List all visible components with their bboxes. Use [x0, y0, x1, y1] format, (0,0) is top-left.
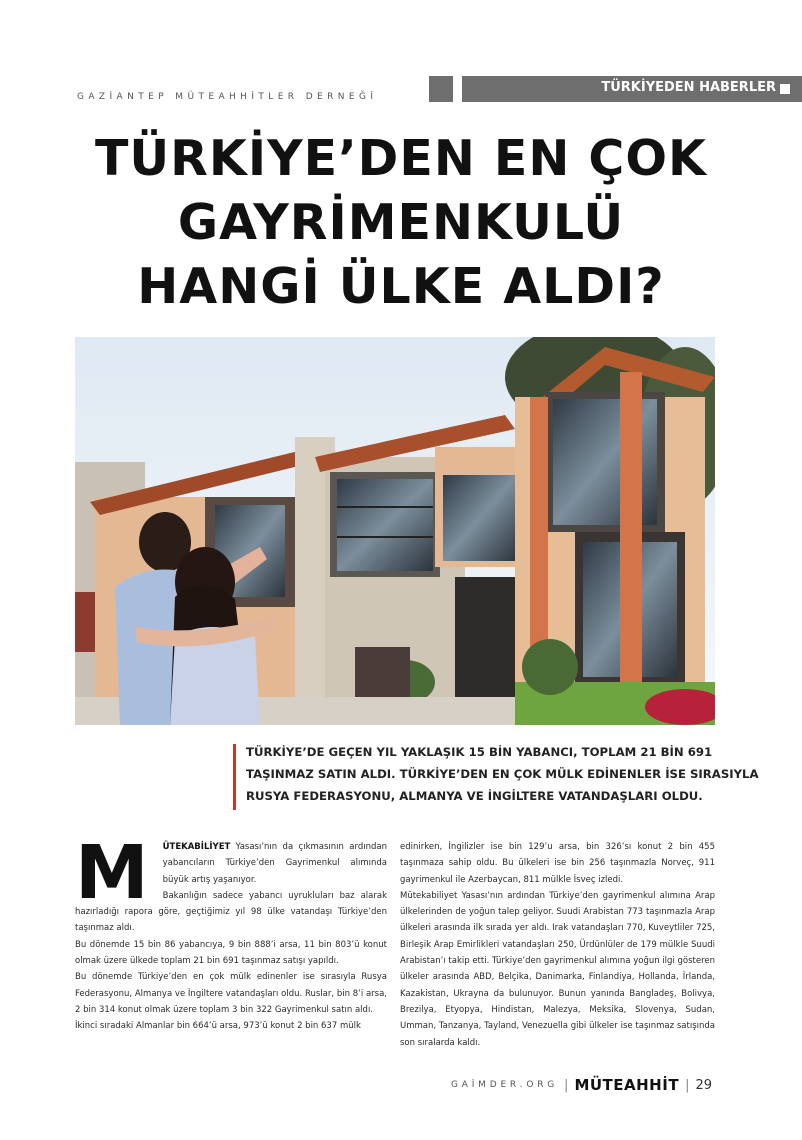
- lead-line-2: TAŞINMAZ SATIN ALDI. TÜRKİYE’DEN EN ÇOK MÜLK EDİNENLER İSE SIRASIYLA: [246, 767, 759, 781]
- page-number: 29: [695, 1077, 712, 1093]
- lead-word: ÜTEKABİLİYET: [162, 842, 231, 852]
- association-name: GAZİANTEP MÜTEAHHİTLER DERNEĞİ: [77, 92, 378, 102]
- lead-accent-bar: [233, 744, 236, 810]
- section-header-bar: [462, 76, 802, 102]
- headline-line-1: TÜRKİYE’DEN EN ÇOK: [94, 130, 708, 187]
- body-paragraph-3: Bu dönemde 15 bin 86 yabancıya, 9 bin 888’i arsa, 11 bin 803’ü konut olmak üzere ülkede toplam 21 bin 691 taşınmaz satışı yapıldı.: [75, 939, 387, 967]
- footer-site: GAİMDER.ORG: [450, 1080, 559, 1090]
- drop-cap: M: [75, 830, 149, 916]
- page-footer: [451, 1076, 712, 1094]
- body-paragraph-5: İkinci sıradaki Almanlar bin 664’ü arsa, 973’ü konut 2 bin 637 mülk: [75, 1021, 361, 1032]
- headline-line-2: GAYRİMENKULÜ: [177, 194, 625, 251]
- footer-separator: |: [564, 1077, 569, 1093]
- footer-separator-2: |: [685, 1077, 690, 1093]
- lead-paragraph: [246, 741, 759, 807]
- body-paragraph-2: Bakanlığın sadece yabancı uyrukluları baz alarak hazırladığı rapora göre, geçtiğimiz yıl 98 ülke vatandaşı Türkiye’den taşınmaz aldı.: [75, 890, 387, 934]
- house-photo: [75, 337, 715, 725]
- headline-line-3: HANGİ ÜLKE ALDI?: [137, 258, 665, 315]
- section-square-icon: [780, 84, 790, 94]
- headline: [0, 127, 802, 319]
- lead-line-3: RUSYA FEDERASYONU, ALMANYA VE İNGİLTERE VATANDAŞLARI OLDU.: [246, 789, 703, 803]
- body-paragraph-4: Bu dönemde Türkiye’den en çok mülk edinenler ise sırasıyla Rusya Federasyonu, Almanya ve İngiltere vatandaşları oldu. Ruslar, bin 8’i arsa, 2 bin 314 konut olmak üzere toplam 3 bin 322 Gayrimenkul satın aldı.: [75, 972, 387, 1015]
- lead-line-1: TÜRKİYE’DE GEÇEN YIL YAKLAŞIK 15 BİN YABANCI, TOPLAM 21 BİN 691: [246, 745, 713, 759]
- magazine-logo: MÜTEAHHİT: [574, 1076, 680, 1094]
- body-paragraph-1-text: Yasası’nın da çıkmasının ardından yabancıların Türkiye’den Gayrimenkul alımında büyük artış yaşanıyor.: [162, 842, 387, 885]
- header-gray-block: [429, 76, 453, 102]
- body-column-1: [75, 830, 387, 1035]
- body-paragraph-6: edinirken, İngilizler ise bin 129’u arsa, bin 326’sı konut 2 bin 455 taşınmaza sahip oldu. Bu ülkeleri ise bin 256 taşınmazla Norveç, 911 gayrimenkul ile Azerbaycan, 811 mülkle İsveç izledi.: [400, 842, 715, 885]
- section-label: TÜRKİYEDEN HABERLER: [601, 80, 776, 95]
- body-paragraph-7: Mütekabiliyet Yasası’nın ardından Türkiye’den gayrimenkul alımına Arap ülkelerinden de yoğun talep geliyor. Suudi Arabistan 773 taşınmazla Arap ülkeleri arasında ilk sırada yer aldı. Irak vatandaşları 770, Kuveytliler 725, Birleşik Arap Emirlikleri vatandaşları 250, Ürdünlüler de 179 mülkle Suudi Arabistan’ı takip etti. Türkiye’den gayrimenkul alımına yoğun ilgi gösteren ülkeler arasında ABD, Belçika, Danimarka, Finlandiya, Hollanda, İrlanda, Kazakistan, Ukrayna da bulunuyor. Bunun yanında Bangladeş, Bolivya, Brezilya, Etyopya, Hindistan, Malezya, Meksika, Slovenya, Sudan, Umman, Tanzanya, Tayland, Venezuella gibi ülkeler ise taşınmaz satışında son sıralarda kaldı.: [400, 890, 716, 1048]
- body-column-2: [400, 839, 715, 1051]
